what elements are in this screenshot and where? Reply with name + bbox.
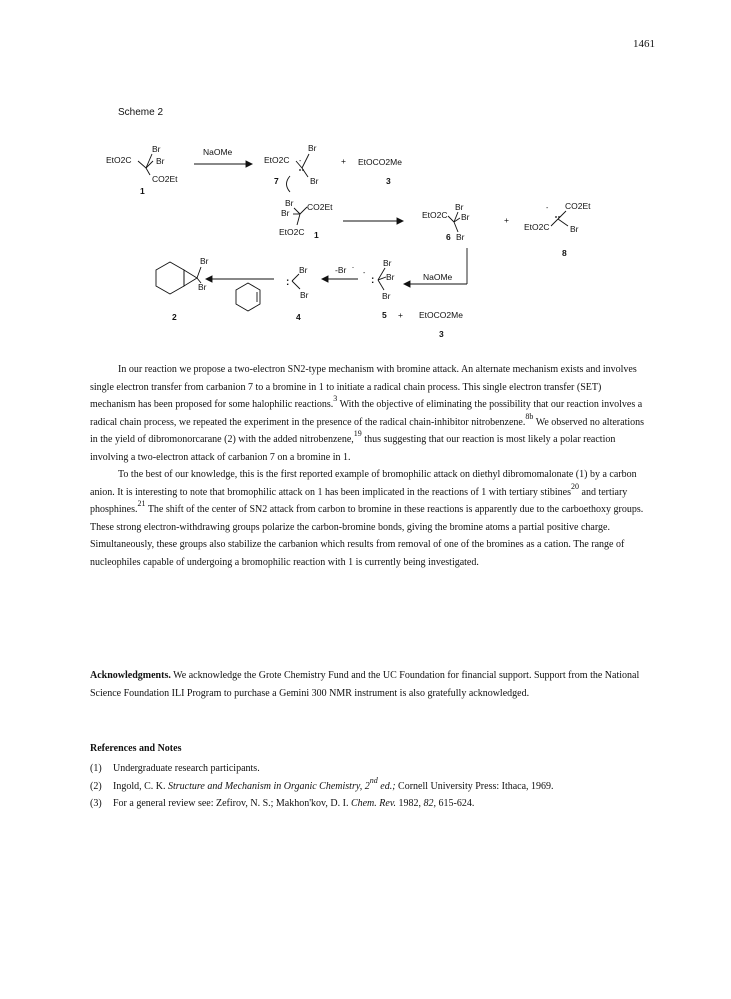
label: EtO2C <box>422 210 448 220</box>
product-label: EtOCO2Me <box>419 310 463 320</box>
compound-5-structure <box>363 258 395 320</box>
reagent-label: NaOMe <box>423 272 453 282</box>
svg-text:-: - <box>299 158 302 165</box>
body-text <box>90 361 646 571</box>
references-title: References and Notes <box>90 743 182 754</box>
paragraph: To the best of our knowledge, this is the first reported example of bromophilic attack on diethyl dibromomalonate (1) by a carbon anion. It is interesting to note that bromophilic attack on 1 has been implicated in the reactions of 1 with tertiary stibines$^{20}$ and tertiary phosphines.$^{21}$ The shift of the center of SN2 attack from carbon to bromine in these reactions is apparently due to the carboethoxy groups. These strong electron-withdrawing groups polarize the carbon-bromine bonds, giving the bromine atoms a partial positive charge. Simultaneously, these groups also stabilize the carbanion which results from removal of one of the bromines as a cation. The range of nucleophiles capable of undergoing a bromophilic reaction with 1 is currently being investigated. <box>90 469 644 568</box>
label: Br <box>281 208 290 218</box>
arrow-head <box>246 161 252 167</box>
citation: 20 <box>571 481 579 491</box>
compound-number: 3 <box>386 176 391 186</box>
label: Br <box>455 202 464 212</box>
compound-number: 6 <box>446 232 451 242</box>
label: EtO2C <box>264 155 290 165</box>
compound-number: 1 <box>140 186 145 196</box>
label: Br <box>383 258 392 268</box>
label: Br <box>461 212 470 222</box>
page-number: 1461 <box>633 38 655 50</box>
label: Br <box>386 272 395 282</box>
arrow-head <box>404 281 410 287</box>
label: EtO2C <box>279 227 305 237</box>
compound-2-structure <box>156 256 209 322</box>
cyclohexene-structure <box>236 283 260 311</box>
svg-text:-: - <box>352 265 354 271</box>
label: Br <box>299 265 308 275</box>
acknowledgments <box>90 667 646 702</box>
label: Br <box>456 232 465 242</box>
label: Br <box>285 198 294 208</box>
acknowledgments-text: We acknowledge the Grote Chemistry Fund and the UC Foundation for financial support. Support from the National Science Foundation ILI Program to purchase a Gemini 300 NMR instrument is also gratefully acknowledged. <box>90 670 640 699</box>
compound-number: 2 <box>172 312 177 322</box>
svg-text::: : <box>286 277 290 288</box>
compound-4-structure <box>286 265 309 322</box>
label: CO2Et <box>152 174 178 184</box>
compound-1-second-structure <box>279 198 333 240</box>
compound-number: 7 <box>274 176 279 186</box>
arrow-head <box>397 218 403 224</box>
compound-number: 4 <box>296 312 301 322</box>
label: Br <box>300 290 309 300</box>
compound-8-structure <box>524 201 591 258</box>
reference-item: (1) Undergraduate research participants. <box>90 763 260 774</box>
label: Br <box>308 143 317 153</box>
label: Br <box>200 256 209 266</box>
label: CO2Et <box>565 201 591 211</box>
compound-1-structure <box>106 144 178 196</box>
arrow-head <box>206 276 212 282</box>
plus-sign: + <box>398 310 403 320</box>
compound-number: 8 <box>562 248 567 258</box>
elimination-label: -Br <box>335 265 347 275</box>
compound-6-structure <box>422 202 470 242</box>
citation: 3 <box>333 394 338 403</box>
citation: 21 <box>137 499 146 508</box>
citation: 19 <box>353 429 362 438</box>
scheme-title: Scheme 2 <box>118 107 164 118</box>
reference-item: (3) For a general review see: Zefirov, N. S.; Makhon'kov, D. I. Chem. Rev. 1982, 82, 615-624. <box>90 798 475 809</box>
plus-sign: + <box>504 215 509 225</box>
svg-text::: : <box>371 275 375 286</box>
label: Br <box>570 224 579 234</box>
acknowledgments-heading: Acknowledgments. <box>90 670 171 681</box>
label: Br <box>152 144 161 154</box>
reagent-label: NaOMe <box>203 147 233 157</box>
arrow-head <box>322 276 328 282</box>
compound-number: 5 <box>382 310 387 320</box>
reaction-scheme <box>100 130 620 350</box>
compound-number: 3 <box>439 329 444 339</box>
references-list <box>90 760 650 813</box>
label: Br <box>156 156 165 166</box>
reference-item: (2) Ingold, C. K. Structure and Mechanism in Organic Chemistry, 2nd ed.; Cornell University Press: Ithaca, 1969. <box>90 775 554 792</box>
svg-text:-: - <box>363 270 366 277</box>
label: CO2Et <box>307 202 333 212</box>
label: Br <box>382 291 391 301</box>
label: Br <box>198 282 207 292</box>
label: EtO2C <box>106 155 132 165</box>
label: Br <box>310 176 319 186</box>
label: EtO2C <box>524 222 550 232</box>
plus-sign: + <box>341 156 346 166</box>
svg-text:-: - <box>546 205 549 212</box>
compound-7-structure <box>264 143 319 192</box>
paragraph: In our reaction we propose a two-electron SN2-type mechanism with bromine attack. An alternate mechanism exists and involves single electron transfer from carbanion 7 to a bromine in 1 to initiate a radical chain process. This single electron transfer (SET) mechanism has been proposed for some halophilic reactions.$^3$ With the objective of eliminating the possibility that our reaction involves a radical chain process, we repeated the experiment in the presence of the radical chain-inhibitor nitrobenzene.$^{8b}$ We observed no alterations in the yield of dibromonorcarane (2) with the added nitrobenzene,$^{19}$ thus suggesting that our reaction is most likely a polar reaction involving a two-electron attack of carbanion 7 on a bromine in 1. <box>90 364 645 463</box>
product-label: EtOCO2Me <box>358 157 402 167</box>
citation: 8b <box>525 411 534 421</box>
compound-number: 1 <box>314 230 319 240</box>
